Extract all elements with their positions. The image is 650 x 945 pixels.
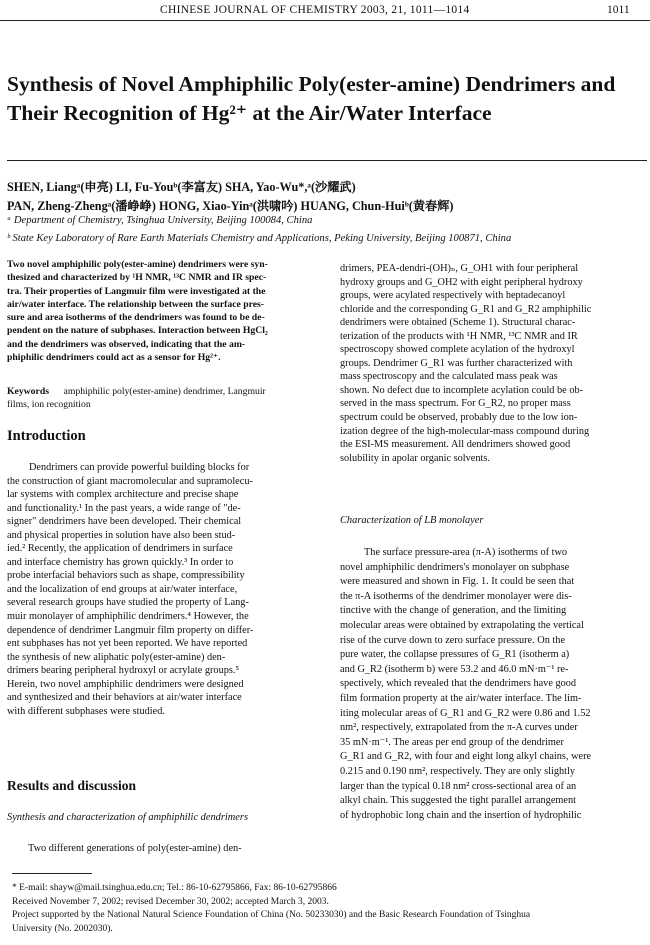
- introduction-heading: Introduction: [7, 428, 86, 444]
- footnote-rule: [12, 873, 92, 874]
- right-line: dendrimers were obtained (Scheme 1). Structural charac-: [340, 317, 576, 329]
- paper-title: [7, 70, 647, 128]
- footnotes: [12, 882, 642, 936]
- right-line: the ESI-MS measurement. All dendrimers showed good: [340, 439, 571, 451]
- right-line: spectroscopy showed complete acylation of the hydroxyl: [340, 344, 575, 356]
- synthesis-subheading: Synthesis and characterization of amphiphilic dendrimers: [7, 812, 248, 823]
- introduction-body: [7, 461, 307, 718]
- char-line: nm², respectively, extrapolated from the π-A curves under: [340, 722, 578, 734]
- intro-line: muir monolayer of amphiphilic dendrimers.⁴ However, the: [7, 611, 249, 623]
- char-line: alkyl chain. This suggested the tight parallel arrangement: [340, 795, 576, 807]
- intro-line: lar systems with complex architecture and precise shape: [7, 489, 239, 501]
- intro-line: and synthesized and their behaviors at air/water interface: [7, 692, 242, 704]
- char-line: 0.215 and 0.190 nm², respectively. They are only slightly: [340, 765, 576, 777]
- abstract-line: pendent on the nature of subphases. Interaction between HgCl₂: [7, 325, 268, 337]
- right-line: chloride and the corresponding G_R1 and G_R2 amphiphilic: [340, 303, 592, 315]
- intro-line: Herein, two novel amphiphilic dendrimers were designed: [7, 678, 244, 690]
- intro-line: and functionality.¹ In the past years, a wide range of "de-: [7, 502, 241, 514]
- author-line: SHEN, Liangᵃ(申亮) LI, Fu-Youᵇ(李富友) SHA, Yao-Wu*,ᵃ(沙耀武): [7, 180, 356, 194]
- abstract: [7, 258, 307, 364]
- char-line: rise of the curve down to zero surface pressure. On the: [340, 634, 566, 646]
- header-rule: [0, 20, 650, 21]
- right-line: groups, were acylated respectively with heptadecanoyl: [340, 290, 566, 302]
- char-line: of hydrophobic long chain and the insertion of hydrophilic: [340, 809, 582, 821]
- affiliation-a: ᵃ Department of Chemistry, Tsinghua University, Beijing 100084, China: [7, 215, 313, 226]
- right-line: ization degree of the high-molecular-mass compound during: [340, 425, 590, 437]
- char-line: the π-A isotherms of the dendrimer monolayer were dis-: [340, 590, 572, 602]
- abstract-line: Two novel amphiphilic poly(ester-amine) dendrimers were syn-: [7, 259, 268, 270]
- keywords: [7, 385, 307, 412]
- characterization-body: [340, 546, 643, 823]
- running-header: [0, 2, 650, 20]
- intro-line: and interface chemistry has grown quickly.³ In order to: [7, 556, 234, 568]
- right-line: groups. Dendrimer G_R1 was further characterized with: [340, 357, 573, 369]
- title-line: Synthesis of Novel Amphiphilic Poly(ester-amine) Dendrimers and: [7, 72, 616, 96]
- right-line: served in the mass spectrum. For G_R2, no proper mass: [340, 398, 571, 410]
- char-line: tinctive with the change of generation, and the limiting: [340, 605, 567, 617]
- char-line: spectively, which revealed that the dendrimers have good: [340, 678, 577, 690]
- intro-line: ent subphases has not yet been reported. We have reported: [7, 638, 248, 650]
- abstract-line: sure and area isotherms of the dendrimers was found to be de-: [7, 312, 265, 324]
- right-line: spectrum could be observed, probably due to the low ion-: [340, 412, 578, 424]
- affiliation-b: ᵇ State Key Laboratory of Rare Earth Materials Chemistry and Applications, Peking University, Beijing 100871, China: [7, 233, 512, 244]
- char-line: and G_R2 (isotherm b) were 53.2 and 46.0 mN·m⁻¹ re-: [340, 663, 569, 675]
- right-line: drimers, PEA-dendri-(OH)ₙ, G_OH1 with four peripheral: [340, 263, 579, 274]
- title-line: Their Recognition of Hg²⁺ at the Air/Water Interface: [7, 101, 492, 125]
- intro-line: and physical properties in solution have also been stud-: [7, 529, 236, 541]
- right-line: mass spectroscopy and the calculated mass peak was: [340, 371, 558, 383]
- title-rule: [7, 160, 647, 161]
- char-line: were measured and shown in Fig. 1. It could be seen that: [340, 576, 575, 588]
- keywords-text: films, ion recognition: [7, 399, 91, 411]
- char-line: larger than the typical 0.18 nm² cross-sectional area of an: [340, 780, 577, 792]
- char-line: pure water, the collapse pressures of G_R1 (isotherm a): [340, 649, 570, 661]
- abstract-line: thesized and characterized by ¹H NMR, ¹³C NMR and IR spec-: [7, 272, 267, 284]
- char-line: molecular areas were obtained by extrapolating the vertical: [340, 619, 584, 631]
- char-line: 35 mN·m⁻¹. The areas per end group of the dendrimer: [340, 736, 564, 748]
- footnote-funding: Project supported by the National Natural Science Foundation of China (No. 50233030) and the Basic Research Foundation of Tsinghua: [12, 910, 531, 920]
- intro-line: the construction of giant macromolecular and supramolecu-: [7, 475, 253, 487]
- intro-line: Dendrimers can provide powerful building blocks for: [29, 462, 250, 473]
- intro-line: the synthesis of new aliphatic poly(ester-amine) den-: [7, 651, 226, 663]
- affiliations: [7, 212, 647, 248]
- results-first-line: Two different generations of poly(ester-amine) den-: [28, 843, 242, 854]
- characterization-subheading: Characterization of LB monolayer: [340, 515, 484, 526]
- char-line: G_R1 and G_R2, with four and eight long alkyl chains, were: [340, 751, 592, 763]
- footnote-funding-cont: University (No. 2002030).: [12, 923, 113, 934]
- author-list: [7, 178, 647, 216]
- right-line: shown. No defect due to incomplete acylation could be ob-: [340, 384, 584, 396]
- abstract-line: tra. Their properties of Langmuir film were investigated at the: [7, 285, 266, 297]
- right-line: terization of the products with ¹H NMR, ¹³C NMR and IR: [340, 330, 578, 342]
- intro-line: dependence of dendrimer Langmuir film property on differ-: [7, 624, 254, 636]
- char-line: novel amphiphilic dendrimers's monolayer on subphase: [340, 561, 570, 573]
- results-heading: Results and discussion: [7, 778, 137, 793]
- abstract-line: and the dendrimers was observed, indicating that the am-: [7, 338, 246, 350]
- author-line: PAN, Zheng-Zhengᵃ(潘峥峥) HONG, Xiao-Yinᵃ(洪啸吟) HUANG, Chun-Huiᵇ(黄春辉): [7, 199, 454, 213]
- abstract-line: phiphilic dendrimers could act as a sensor for Hg²⁺.: [7, 352, 221, 364]
- right-column-paragraph: [340, 262, 643, 465]
- footnote-received: Received November 7, 2002; revised December 30, 2002; accepted March 3, 2003.: [12, 896, 329, 907]
- abstract-line: air/water interface. The relationship between the surface pres-: [7, 298, 265, 310]
- page-number: 1011: [607, 4, 630, 16]
- footnote-email: * E-mail: shayw@mail.tsinghua.edu.cn; Tel.: 86-10-62795866, Fax: 86-10-62795866: [12, 883, 337, 893]
- right-line: hydroxy groups and G_OH2 with eight peripheral hydroxy: [340, 276, 583, 288]
- char-line: The surface pressure-area (π-A) isotherms of two: [364, 547, 568, 558]
- char-line: iting molecular areas of G_R1 and G_R2 were 0.86 and 1.52: [340, 707, 591, 719]
- intro-line: and the localization of end groups at air/water interface,: [7, 583, 238, 595]
- keywords-label: Keywords: [7, 386, 49, 397]
- intro-line: ied.² Recently, the application of dendrimers in surface: [7, 543, 233, 555]
- intro-line: probe interfacial behaviors such as shape, compressibility: [7, 570, 245, 582]
- intro-line: signer" dendrimers have been developed. Their chemical: [7, 516, 242, 528]
- keywords-text: amphiphilic poly(ester-amine) dendrimer, Langmuir: [63, 386, 266, 397]
- intro-line: with different subphases were studied.: [7, 705, 165, 717]
- char-line: film formation property at the air/water interface. The lim-: [340, 692, 582, 704]
- intro-line: drimers bearing peripheral hydroxyl or acrylate groups.⁵: [7, 665, 240, 677]
- intro-line: several research groups have studied the property of Lang-: [7, 597, 249, 609]
- journal-citation: CHINESE JOURNAL OF CHEMISTRY 2003, 21, 1011—1014: [160, 4, 470, 16]
- right-line: solubility in apolar organic solvents.: [340, 452, 490, 464]
